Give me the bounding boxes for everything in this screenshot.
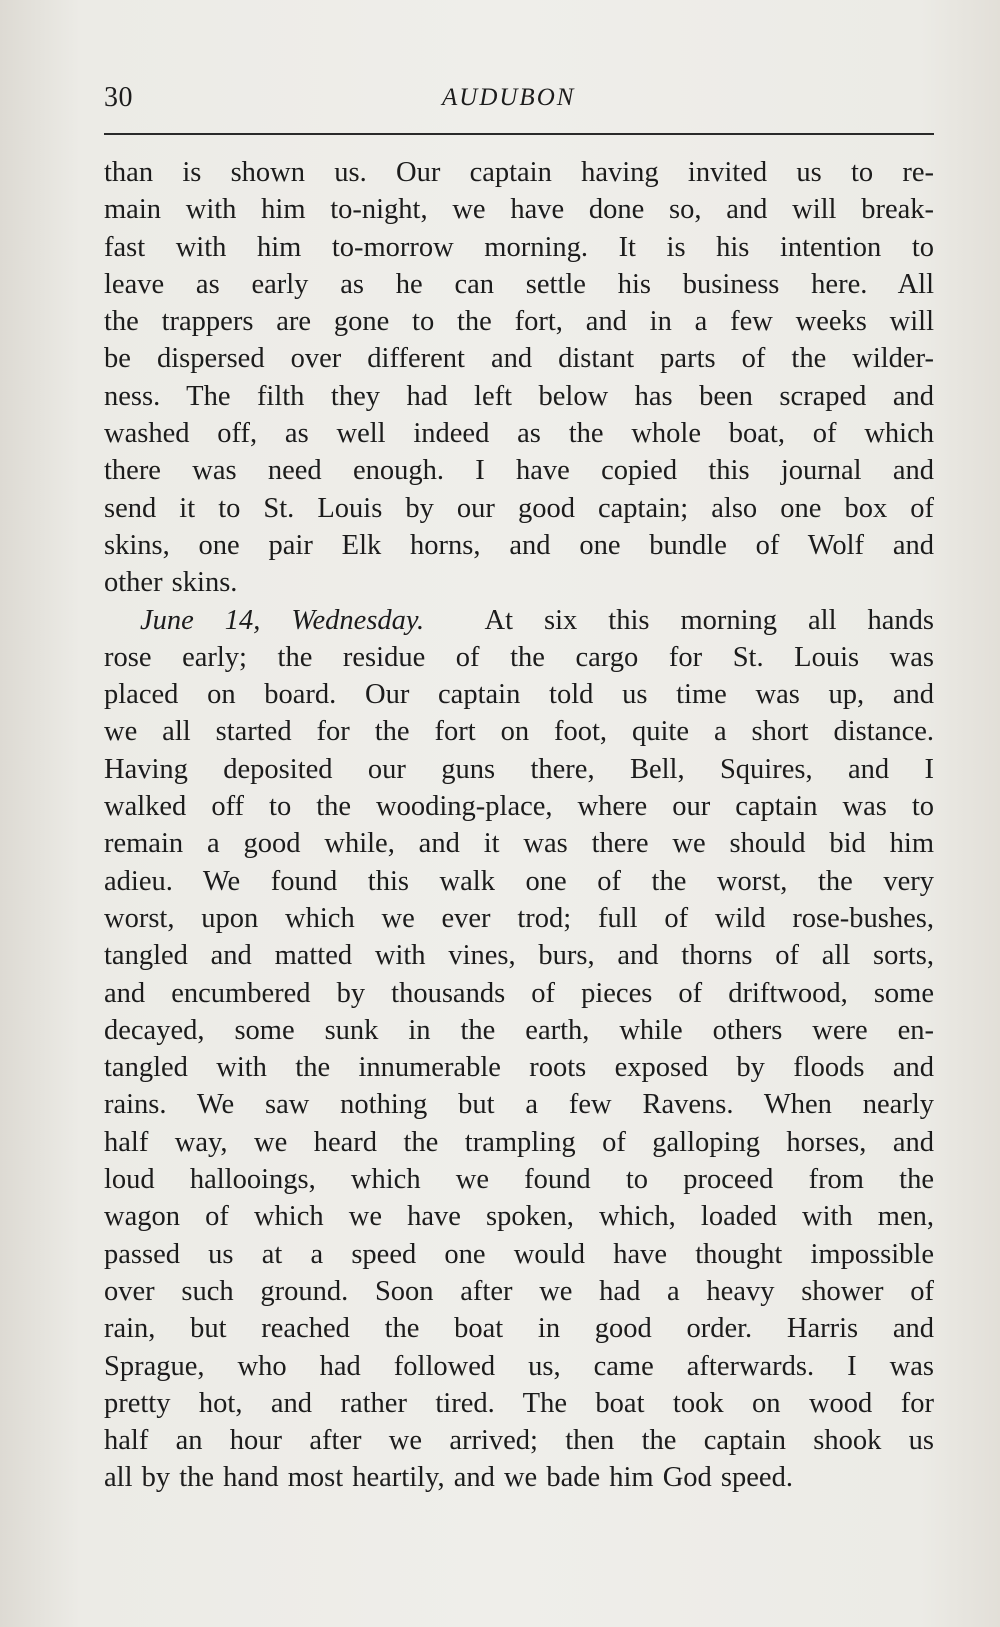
text-line: skins, one pair Elk horns, and one bundle of Wolf and: [104, 529, 934, 561]
first-line-text: At six this morning all hands: [484, 604, 934, 636]
text-line: all by the hand most heartily, and we bade him God speed.: [104, 1462, 793, 1494]
header-rule: [104, 133, 934, 135]
text-line: placed on board. Our captain told us time was up, and: [104, 679, 934, 711]
text-line: tangled with the innumerable roots exposed by floods and: [104, 1052, 934, 1084]
text-line: worst, upon which we ever trod; full of wild rose-bushes,: [104, 902, 934, 934]
text-line: rains. We saw nothing but a few Ravens. When nearly: [104, 1089, 934, 1121]
text-line: [104, 602, 934, 639]
text-line: rain, but reached the boat in good order. Harris and: [104, 1313, 934, 1345]
text-line: passed us at a speed one would have thought impossible: [104, 1238, 934, 1270]
text-line: half an hour after we arrived; then the captain shook us: [104, 1425, 934, 1457]
date-heading: June 14, Wednesday.: [140, 604, 425, 636]
text-line: there was need enough. I have copied this journal and: [104, 455, 934, 487]
paragraph-2: [104, 602, 934, 1497]
text-line: washed off, as well indeed as the whole boat, of which: [104, 418, 934, 450]
text-line: loud hallooings, which we found to proceed from the: [104, 1164, 934, 1196]
text-line: leave as early as he can settle his business here. All: [104, 268, 934, 300]
text-line: main with him to-night, we have done so, and will break-: [104, 194, 934, 226]
text-line: tangled and matted with vines, burs, and thorns of all sorts,: [104, 940, 934, 972]
text-line: remain a good while, and it was there we should bid him: [104, 828, 934, 860]
text-line: half way, we heard the trampling of galloping horses, and: [104, 1126, 934, 1158]
text-line: send it to St. Louis by our good captain; also one box of: [104, 492, 934, 524]
text-line: we all started for the fort on foot, quite a short distance.: [104, 716, 934, 748]
text-line: decayed, some sunk in the earth, while others were en-: [104, 1014, 934, 1046]
text-line: the trappers are gone to the fort, and in a few weeks will: [104, 306, 934, 338]
page-header: [104, 78, 934, 118]
paragraph-1: [104, 154, 934, 602]
text-line: over such ground. Soon after we had a heavy shower of: [104, 1275, 934, 1307]
text-line: walked off to the wooding-place, where our captain was to: [104, 791, 934, 823]
text-line: adieu. We found this walk one of the worst, the very: [104, 865, 934, 897]
text-line: wagon of which we have spoken, which, loaded with men,: [104, 1201, 934, 1233]
text-line: be dispersed over different and distant parts of the wilder-: [104, 343, 934, 375]
body-text: [104, 154, 934, 1497]
text-line: other skins.: [104, 567, 238, 599]
text-line: pretty hot, and rather tired. The boat took on wood for: [104, 1387, 934, 1419]
page-number: 30: [104, 82, 133, 113]
text-line: ness. The filth they had left below has been scraped and: [104, 380, 934, 412]
text-line: and encumbered by thousands of pieces of driftwood, some: [104, 977, 934, 1009]
text-line: than is shown us. Our captain having invited us to re-: [104, 157, 934, 188]
text-line: rose early; the residue of the cargo for St. Louis was: [104, 641, 934, 673]
text-line: Having deposited our guns there, Bell, Squires, and I: [104, 753, 934, 785]
text-line: Sprague, who had followed us, came afterwards. I was: [104, 1350, 934, 1382]
running-head: AUDUBON: [442, 84, 576, 111]
text-line: fast with him to-morrow morning. It is his intention to: [104, 231, 934, 263]
